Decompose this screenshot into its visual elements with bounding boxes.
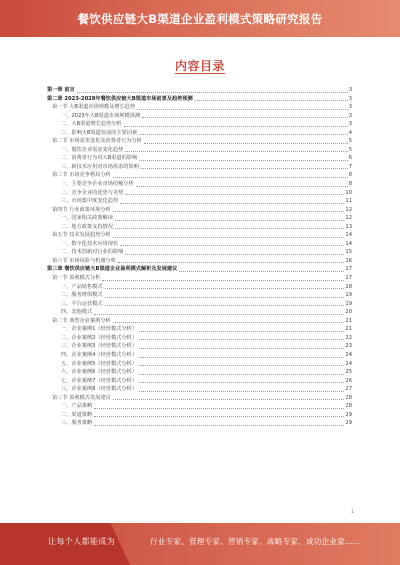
toc-entry-title: 第二章 2023-2028年餐饮供应链大B渠道市场前景及趋势预测 bbox=[47, 95, 193, 102]
toc-entry-page: 19 bbox=[345, 292, 352, 299]
toc-leader-dots bbox=[115, 228, 345, 229]
toc-entry-title: 二、渠道策略 bbox=[61, 411, 93, 418]
toc-entry[interactable] bbox=[47, 171, 352, 180]
toc-leader-dots bbox=[139, 357, 344, 358]
toc-entry-title: 二、地方政策支持情况 bbox=[61, 223, 113, 230]
toc-title-underline bbox=[175, 73, 225, 74]
toc-entry[interactable] bbox=[47, 402, 352, 411]
toc-entry-page: 28 bbox=[345, 394, 352, 401]
toc-leader-dots bbox=[113, 322, 345, 323]
footer-slogan: 让每个人都能成为 bbox=[48, 537, 116, 546]
toc-entry-title: 一、产品策略 bbox=[61, 403, 93, 410]
toc-entry-title: 七、企业案例7（经营模式分析） bbox=[61, 377, 137, 384]
toc-entry-title: 第四节 行业政策环境分析 bbox=[52, 206, 111, 213]
report-title: 餐饮供应链大B渠道企业盈利模式策略研究报告 bbox=[77, 11, 323, 26]
toc-entry-page: 17 bbox=[345, 275, 352, 282]
toc-entry[interactable] bbox=[47, 120, 352, 129]
toc-entry-page: 25 bbox=[345, 369, 352, 376]
toc-leader-dots bbox=[139, 382, 344, 383]
toc-entry[interactable] bbox=[47, 197, 352, 206]
toc-entry-title: 二、技术创新对行业的影响 bbox=[61, 249, 124, 256]
toc-entry-page: 14 bbox=[345, 240, 352, 247]
toc-leader-dots bbox=[120, 203, 344, 204]
toc-entry-title: 三、企业案例3（经营模式分析） bbox=[61, 343, 137, 350]
toc-entry-title: 第五节 技术发展趋势分析 bbox=[52, 232, 111, 239]
toc-entry-title: 八、企业案例8（经营模式分析） bbox=[61, 386, 137, 393]
toc-entry[interactable] bbox=[47, 308, 352, 317]
toc-entry[interactable] bbox=[47, 291, 352, 300]
toc-leader-dots bbox=[179, 271, 344, 272]
toc-entry-title: 一、企业案例1（经营模式分析） bbox=[61, 326, 137, 333]
toc-leader-dots bbox=[113, 211, 345, 212]
toc-entry-page: 6 bbox=[348, 155, 352, 162]
toc-entry[interactable] bbox=[47, 394, 352, 403]
toc-title-text: 内容目录 bbox=[174, 59, 225, 73]
toc-leader-dots bbox=[139, 365, 344, 366]
toc-entry-title: 第一节 大B渠道市场规模及增长趋势 bbox=[52, 104, 136, 111]
toc-entry-page: 24 bbox=[345, 351, 352, 358]
toc-leader-dots bbox=[115, 220, 345, 221]
toc-leader-dots bbox=[94, 314, 344, 315]
toc-leader-dots bbox=[94, 425, 344, 426]
toc-entry-page: 26 bbox=[345, 377, 352, 384]
toc-entry[interactable] bbox=[47, 223, 352, 232]
toc-entry-page: 5 bbox=[348, 138, 352, 145]
toc-entry-page: 3 bbox=[348, 112, 352, 119]
toc-leader-dots bbox=[105, 288, 345, 289]
toc-leader-dots bbox=[105, 297, 345, 298]
toc-entry-title: 第二节 市场需求变化及消费者行为分析 bbox=[52, 138, 142, 145]
toc-entry-title: 三、新技术应用对市场需求的影响 bbox=[61, 163, 139, 170]
toc-entry[interactable] bbox=[47, 342, 352, 351]
toc-leader-dots bbox=[136, 186, 348, 187]
toc-entry-page: 23 bbox=[345, 343, 352, 350]
toc-leader-dots bbox=[77, 92, 348, 93]
toc-entry[interactable] bbox=[47, 377, 352, 386]
page-number: 1 bbox=[350, 509, 354, 515]
toc-entry[interactable] bbox=[47, 274, 352, 283]
toc-entry-title: 一、国家相关政策解读 bbox=[61, 215, 113, 222]
toc-entry-page: 11 bbox=[345, 198, 352, 205]
toc-entry-page: 10 bbox=[345, 189, 352, 196]
toc-entry[interactable] bbox=[47, 206, 352, 215]
toc-entry-page: 12 bbox=[345, 215, 352, 222]
header-banner bbox=[0, 0, 400, 37]
toc-leader-dots bbox=[125, 254, 344, 255]
toc-entry-page: 8 bbox=[348, 172, 352, 179]
toc-entry-title: 三、平台运营模式 bbox=[61, 300, 103, 307]
toc-entry-title: 三、市场集中度变化趋势 bbox=[61, 198, 119, 205]
toc-entry[interactable] bbox=[47, 112, 352, 121]
toc-entry[interactable] bbox=[47, 214, 352, 223]
toc-entry-title: 二、服务增值模式 bbox=[61, 292, 103, 299]
toc-leader-dots bbox=[139, 348, 344, 349]
toc-leader-dots bbox=[139, 339, 344, 340]
toc-entry-title: 二、企业案例2（经营模式分析） bbox=[61, 334, 137, 341]
toc-entry[interactable] bbox=[47, 300, 352, 309]
toc-entry-title: 一、2023年大B渠道市场规模预测 bbox=[61, 112, 141, 119]
toc-entry[interactable] bbox=[47, 231, 352, 240]
toc-entry[interactable] bbox=[47, 180, 352, 189]
toc-leader-dots bbox=[102, 280, 344, 281]
toc-entry-page: 18 bbox=[345, 283, 352, 290]
toc-entry[interactable] bbox=[47, 334, 352, 343]
toc-entry[interactable] bbox=[47, 95, 352, 104]
toc-title bbox=[0, 57, 400, 74]
footer-roles: 行业专家、管理专家、营销专家、战略专家、成功企业家…… bbox=[150, 537, 361, 546]
toc-leader-dots bbox=[139, 160, 348, 161]
toc-entry-page: 28 bbox=[345, 403, 352, 410]
toc-entry[interactable] bbox=[47, 154, 352, 163]
toc-leader-dots bbox=[105, 305, 345, 306]
toc-leader-dots bbox=[195, 100, 348, 101]
toc-entry-title: 第三节 市场竞争格局分析 bbox=[52, 172, 111, 179]
toc-entry[interactable] bbox=[47, 189, 352, 198]
toc-entry-title: 第六节 市场风险与机遇分析 bbox=[52, 257, 116, 264]
toc-entry-title: 五、企业案例5（经营模式分析） bbox=[61, 360, 137, 367]
toc-leader-dots bbox=[139, 331, 344, 332]
toc-leader-dots bbox=[139, 374, 344, 375]
toc-entry[interactable] bbox=[47, 146, 352, 155]
toc-entry-page: 27 bbox=[345, 386, 352, 393]
toc-entry-page: 3 bbox=[348, 87, 352, 93]
toc-entry-title: 一、主要竞争企业市场份额分析 bbox=[61, 181, 134, 188]
toc-entry-title: 四、企业案例4（经营模式分析） bbox=[61, 351, 137, 358]
toc-entry-title: 二、大B渠道增长趋势分析 bbox=[61, 121, 122, 128]
footer-band bbox=[0, 523, 400, 565]
toc-entry-page: 14 bbox=[345, 232, 352, 239]
toc-leader-dots bbox=[139, 391, 344, 392]
toc-entry-title: 第一节 盈利模式分析 bbox=[52, 275, 101, 282]
toc-entry-page: 29 bbox=[345, 420, 352, 427]
toc-entry-title: 一、数字化技术应用现状 bbox=[61, 240, 119, 247]
toc-entry-title: 三、影响大B渠道发展的主要因素 bbox=[61, 129, 138, 136]
toc-entry[interactable] bbox=[47, 411, 352, 420]
toc-leader-dots bbox=[125, 151, 347, 152]
toc-entry-page: 8 bbox=[348, 181, 352, 188]
toc-entry-page: 19 bbox=[345, 300, 352, 307]
toc-entry-title: 二、竞争企业的优势与劣势 bbox=[61, 189, 124, 196]
toc-entry[interactable] bbox=[47, 385, 352, 394]
toc-entry-title: 三、服务策略 bbox=[61, 420, 93, 427]
toc-entry-page: 7 bbox=[348, 163, 352, 170]
toc-entry-title: 六、企业案例6（经营模式分析） bbox=[61, 369, 137, 376]
toc-entry[interactable] bbox=[47, 257, 352, 266]
toc-leader-dots bbox=[113, 399, 345, 400]
toc-entry-page: 22 bbox=[345, 334, 352, 341]
toc-entry[interactable] bbox=[47, 129, 352, 138]
table-of-contents bbox=[47, 86, 352, 506]
toc-leader-dots bbox=[142, 117, 348, 118]
toc-entry-title: 第一章 前言 bbox=[47, 87, 75, 93]
toc-entry-page: 24 bbox=[345, 360, 352, 367]
toc-entry-title: 第三章 餐饮供应链大B渠道企业盈利模式解析及发展建议 bbox=[47, 266, 178, 273]
toc-entry-page: 3 bbox=[348, 95, 352, 102]
toc-entry-page: 21 bbox=[345, 317, 352, 324]
toc-entry-page: 21 bbox=[345, 326, 352, 333]
toc-entry[interactable] bbox=[47, 163, 352, 172]
toc-leader-dots bbox=[137, 109, 348, 110]
toc-entry[interactable] bbox=[47, 103, 352, 112]
toc-entry-title: 一、餐饮企业需求变化趋势 bbox=[61, 146, 124, 153]
toc-entry-title: 二、消费者行为对大B渠道的影响 bbox=[61, 155, 138, 162]
toc-entry[interactable] bbox=[47, 137, 352, 146]
toc-entry[interactable] bbox=[47, 248, 352, 257]
toc-leader-dots bbox=[113, 237, 345, 238]
toc-entry-page: 29 bbox=[345, 411, 352, 418]
toc-leader-dots bbox=[141, 168, 348, 169]
toc-leader-dots bbox=[94, 416, 344, 417]
toc-leader-dots bbox=[118, 262, 344, 263]
toc-entry-page: 3 bbox=[348, 121, 352, 128]
toc-entry-title: 第二节 典型企业案例分析 bbox=[52, 317, 111, 324]
toc-entry[interactable] bbox=[47, 283, 352, 292]
toc-entry[interactable] bbox=[47, 419, 352, 428]
toc-entry-title: 第三节 盈利模式发展建议 bbox=[52, 394, 111, 401]
toc-entry-page: 20 bbox=[345, 309, 352, 316]
toc-leader-dots bbox=[124, 126, 348, 127]
toc-leader-dots bbox=[120, 245, 344, 246]
toc-leader-dots bbox=[94, 408, 344, 409]
toc-entry-page: 15 bbox=[345, 249, 352, 256]
toc-entry-page: 5 bbox=[348, 146, 352, 153]
toc-entry[interactable] bbox=[47, 240, 352, 249]
toc-entry[interactable] bbox=[47, 265, 352, 274]
toc-entry-page: 3 bbox=[348, 104, 352, 111]
toc-entry[interactable] bbox=[47, 86, 352, 95]
toc-entry-page: 13 bbox=[345, 223, 352, 230]
toc-leader-dots bbox=[144, 143, 348, 144]
toc-entry[interactable] bbox=[47, 360, 352, 369]
toc-entry-page: 16 bbox=[345, 257, 352, 264]
toc-entry-page: 17 bbox=[345, 266, 352, 273]
toc-entry-page: 12 bbox=[345, 206, 352, 213]
toc-leader-dots bbox=[125, 194, 344, 195]
toc-entry-title: 一、产品销售模式 bbox=[61, 283, 103, 290]
toc-entry-title: 四、其他模式 bbox=[61, 309, 93, 316]
toc-entry-page: 4 bbox=[348, 129, 352, 136]
toc-entry[interactable] bbox=[47, 368, 352, 377]
toc-entry[interactable] bbox=[47, 351, 352, 360]
toc-entry[interactable] bbox=[47, 317, 352, 326]
toc-leader-dots bbox=[139, 134, 348, 135]
toc-entry[interactable] bbox=[47, 325, 352, 334]
toc-leader-dots bbox=[113, 177, 348, 178]
